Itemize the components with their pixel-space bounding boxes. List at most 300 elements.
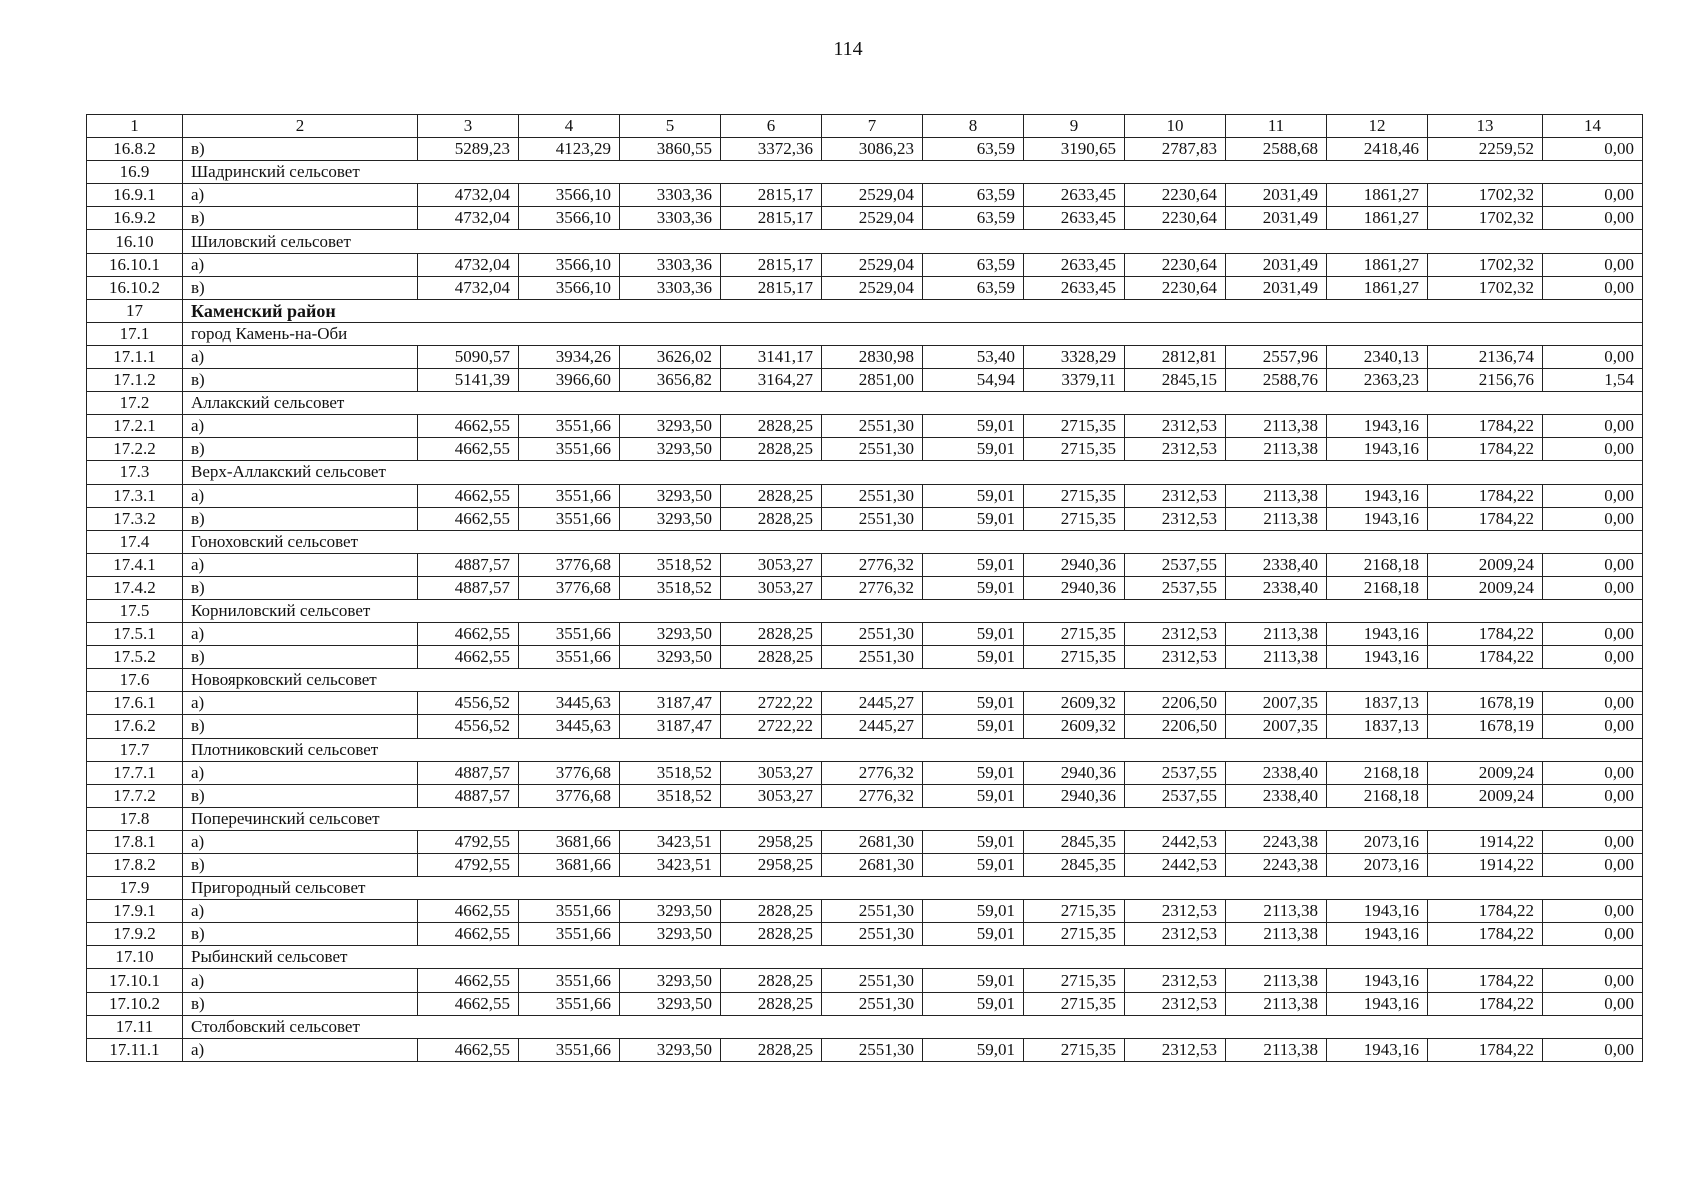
value-cell: 2815,17 bbox=[721, 276, 822, 299]
row-number-cell: 16.9.2 bbox=[87, 207, 183, 230]
value-cell: 2828,25 bbox=[721, 992, 822, 1015]
value-cell: 2230,64 bbox=[1125, 184, 1226, 207]
value-cell: 2312,53 bbox=[1125, 507, 1226, 530]
settlement-name: Шадринский сельсовет bbox=[183, 161, 1643, 184]
value-cell: 2715,35 bbox=[1024, 484, 1125, 507]
value-cell: 3328,29 bbox=[1024, 345, 1125, 368]
value-cell: 2136,74 bbox=[1428, 345, 1543, 368]
value-cell: 2537,55 bbox=[1125, 761, 1226, 784]
row-number-cell: 17.5 bbox=[87, 599, 183, 622]
value-cell: 2113,38 bbox=[1226, 438, 1327, 461]
value-cell: 1784,22 bbox=[1428, 415, 1543, 438]
row-label-cell: а) bbox=[183, 969, 418, 992]
value-cell: 2009,24 bbox=[1428, 761, 1543, 784]
value-cell: 3551,66 bbox=[519, 623, 620, 646]
value-cell: 2851,00 bbox=[822, 369, 923, 392]
row-number-cell: 17.2.2 bbox=[87, 438, 183, 461]
row-label-cell: в) bbox=[183, 784, 418, 807]
value-cell: 2715,35 bbox=[1024, 992, 1125, 1015]
value-cell: 1914,22 bbox=[1428, 830, 1543, 853]
column-number-cell: 8 bbox=[923, 115, 1024, 138]
value-cell: 3293,50 bbox=[620, 1038, 721, 1061]
value-cell: 0,00 bbox=[1543, 484, 1643, 507]
value-cell: 2715,35 bbox=[1024, 646, 1125, 669]
district-row bbox=[87, 299, 1643, 322]
value-cell: 4887,57 bbox=[418, 576, 519, 599]
value-cell: 1784,22 bbox=[1428, 1038, 1543, 1061]
value-cell: 2113,38 bbox=[1226, 992, 1327, 1015]
value-cell: 1702,32 bbox=[1428, 207, 1543, 230]
value-cell: 3681,66 bbox=[519, 830, 620, 853]
row-number-cell: 17.2.1 bbox=[87, 415, 183, 438]
row-number-cell: 17.1.1 bbox=[87, 345, 183, 368]
table-row bbox=[87, 484, 1643, 507]
value-cell: 1,54 bbox=[1543, 369, 1643, 392]
table-row bbox=[87, 830, 1643, 853]
row-number-cell: 17.9 bbox=[87, 877, 183, 900]
settlement-name: Пригородный сельсовет bbox=[183, 877, 1643, 900]
value-cell: 2113,38 bbox=[1226, 646, 1327, 669]
column-number-cell: 10 bbox=[1125, 115, 1226, 138]
column-number-row bbox=[87, 115, 1643, 138]
value-cell: 59,01 bbox=[923, 623, 1024, 646]
value-cell: 2776,32 bbox=[822, 576, 923, 599]
value-cell: 4662,55 bbox=[418, 646, 519, 669]
value-cell: 3860,55 bbox=[620, 138, 721, 161]
value-cell: 5289,23 bbox=[418, 138, 519, 161]
value-cell: 1861,27 bbox=[1327, 276, 1428, 299]
value-cell: 1784,22 bbox=[1428, 438, 1543, 461]
value-cell: 2113,38 bbox=[1226, 415, 1327, 438]
value-cell: 3681,66 bbox=[519, 854, 620, 877]
value-cell: 2243,38 bbox=[1226, 830, 1327, 853]
row-number-cell: 17.7.2 bbox=[87, 784, 183, 807]
table-row bbox=[87, 1038, 1643, 1061]
value-cell: 4662,55 bbox=[418, 1038, 519, 1061]
value-cell: 2113,38 bbox=[1226, 507, 1327, 530]
value-cell: 59,01 bbox=[923, 830, 1024, 853]
value-cell: 59,01 bbox=[923, 1038, 1024, 1061]
value-cell: 2113,38 bbox=[1226, 923, 1327, 946]
value-cell: 2113,38 bbox=[1226, 900, 1327, 923]
row-number-cell: 17.11.1 bbox=[87, 1038, 183, 1061]
value-cell: 0,00 bbox=[1543, 623, 1643, 646]
settlement-name: город Камень-на-Оби bbox=[183, 322, 1643, 345]
row-number-cell: 17.8.2 bbox=[87, 854, 183, 877]
value-cell: 3626,02 bbox=[620, 345, 721, 368]
value-cell: 2009,24 bbox=[1428, 576, 1543, 599]
row-label-cell: а) bbox=[183, 253, 418, 276]
value-cell: 1943,16 bbox=[1327, 646, 1428, 669]
settlement-row bbox=[87, 877, 1643, 900]
column-number-cell: 9 bbox=[1024, 115, 1125, 138]
value-cell: 2418,46 bbox=[1327, 138, 1428, 161]
value-cell: 1784,22 bbox=[1428, 923, 1543, 946]
value-cell: 3551,66 bbox=[519, 484, 620, 507]
row-number-cell: 17.6 bbox=[87, 669, 183, 692]
value-cell: 2551,30 bbox=[822, 992, 923, 1015]
value-cell: 2529,04 bbox=[822, 184, 923, 207]
value-cell: 2338,40 bbox=[1226, 761, 1327, 784]
value-cell: 4887,57 bbox=[418, 553, 519, 576]
value-cell: 2073,16 bbox=[1327, 854, 1428, 877]
value-cell: 2828,25 bbox=[721, 507, 822, 530]
value-cell: 2715,35 bbox=[1024, 415, 1125, 438]
value-cell: 0,00 bbox=[1543, 438, 1643, 461]
value-cell: 2715,35 bbox=[1024, 969, 1125, 992]
settlement-row bbox=[87, 230, 1643, 253]
value-cell: 2230,64 bbox=[1125, 253, 1226, 276]
value-cell: 4662,55 bbox=[418, 438, 519, 461]
value-cell: 2815,17 bbox=[721, 184, 822, 207]
value-cell: 3293,50 bbox=[620, 900, 721, 923]
value-cell: 3551,66 bbox=[519, 1038, 620, 1061]
value-cell: 3053,27 bbox=[721, 553, 822, 576]
value-cell: 2828,25 bbox=[721, 900, 822, 923]
value-cell: 2940,36 bbox=[1024, 576, 1125, 599]
value-cell: 2259,52 bbox=[1428, 138, 1543, 161]
row-label-cell: в) bbox=[183, 576, 418, 599]
value-cell: 4662,55 bbox=[418, 415, 519, 438]
value-cell: 2633,45 bbox=[1024, 253, 1125, 276]
settlement-row bbox=[87, 738, 1643, 761]
value-cell: 3656,82 bbox=[620, 369, 721, 392]
row-number-cell: 17.3.2 bbox=[87, 507, 183, 530]
value-cell: 2243,38 bbox=[1226, 854, 1327, 877]
value-cell: 3423,51 bbox=[620, 854, 721, 877]
value-cell: 4123,29 bbox=[519, 138, 620, 161]
value-cell: 59,01 bbox=[923, 415, 1024, 438]
value-cell: 3518,52 bbox=[620, 761, 721, 784]
table-row bbox=[87, 415, 1643, 438]
table-row bbox=[87, 969, 1643, 992]
value-cell: 1861,27 bbox=[1327, 253, 1428, 276]
value-cell: 1678,19 bbox=[1428, 692, 1543, 715]
value-cell: 1914,22 bbox=[1428, 854, 1543, 877]
value-cell: 59,01 bbox=[923, 553, 1024, 576]
value-cell: 4732,04 bbox=[418, 207, 519, 230]
value-cell: 3293,50 bbox=[620, 992, 721, 1015]
row-label-cell: в) bbox=[183, 507, 418, 530]
column-number-cell: 12 bbox=[1327, 115, 1428, 138]
value-cell: 3187,47 bbox=[620, 715, 721, 738]
row-label-cell: в) bbox=[183, 138, 418, 161]
value-cell: 0,00 bbox=[1543, 784, 1643, 807]
value-cell: 0,00 bbox=[1543, 1038, 1643, 1061]
row-label-cell: а) bbox=[183, 184, 418, 207]
value-cell: 2828,25 bbox=[721, 623, 822, 646]
row-number-cell: 17.5.1 bbox=[87, 623, 183, 646]
value-cell: 3551,66 bbox=[519, 969, 620, 992]
value-cell: 2537,55 bbox=[1125, 784, 1226, 807]
value-cell: 2828,25 bbox=[721, 1038, 822, 1061]
value-cell: 2776,32 bbox=[822, 553, 923, 576]
value-cell: 3303,36 bbox=[620, 253, 721, 276]
value-cell: 59,01 bbox=[923, 715, 1024, 738]
row-number-cell: 17.10.1 bbox=[87, 969, 183, 992]
value-cell: 2031,49 bbox=[1226, 276, 1327, 299]
value-cell: 3551,66 bbox=[519, 507, 620, 530]
value-cell: 59,01 bbox=[923, 438, 1024, 461]
value-cell: 2633,45 bbox=[1024, 184, 1125, 207]
value-cell: 2445,27 bbox=[822, 692, 923, 715]
value-cell: 3551,66 bbox=[519, 438, 620, 461]
row-number-cell: 17.6.1 bbox=[87, 692, 183, 715]
value-cell: 3293,50 bbox=[620, 507, 721, 530]
value-cell: 2073,16 bbox=[1327, 830, 1428, 853]
row-label-cell: а) bbox=[183, 692, 418, 715]
value-cell: 0,00 bbox=[1543, 830, 1643, 853]
row-number-cell: 16.10 bbox=[87, 230, 183, 253]
table-row bbox=[87, 923, 1643, 946]
row-number-cell: 17.11 bbox=[87, 1015, 183, 1038]
table-row bbox=[87, 992, 1643, 1015]
value-cell: 3053,27 bbox=[721, 761, 822, 784]
value-cell: 2168,18 bbox=[1327, 553, 1428, 576]
row-number-cell: 16.9 bbox=[87, 161, 183, 184]
settlement-row bbox=[87, 669, 1643, 692]
row-label-cell: а) bbox=[183, 345, 418, 368]
value-cell: 59,01 bbox=[923, 992, 1024, 1015]
value-cell: 2007,35 bbox=[1226, 692, 1327, 715]
value-cell: 1784,22 bbox=[1428, 992, 1543, 1015]
value-cell: 2338,40 bbox=[1226, 576, 1327, 599]
value-cell: 2031,49 bbox=[1226, 184, 1327, 207]
value-cell: 2787,83 bbox=[1125, 138, 1226, 161]
value-cell: 2031,49 bbox=[1226, 253, 1327, 276]
value-cell: 1702,32 bbox=[1428, 184, 1543, 207]
column-number-cell: 5 bbox=[620, 115, 721, 138]
value-cell: 2113,38 bbox=[1226, 623, 1327, 646]
table-row bbox=[87, 207, 1643, 230]
value-cell: 2715,35 bbox=[1024, 900, 1125, 923]
row-number-cell: 17 bbox=[87, 299, 183, 322]
table-row bbox=[87, 553, 1643, 576]
value-cell: 63,59 bbox=[923, 207, 1024, 230]
value-cell: 4662,55 bbox=[418, 484, 519, 507]
row-number-cell: 17.4.2 bbox=[87, 576, 183, 599]
value-cell: 2529,04 bbox=[822, 207, 923, 230]
row-number-cell: 17.2 bbox=[87, 392, 183, 415]
value-cell: 2338,40 bbox=[1226, 784, 1327, 807]
value-cell: 0,00 bbox=[1543, 138, 1643, 161]
value-cell: 1861,27 bbox=[1327, 184, 1428, 207]
value-cell: 2681,30 bbox=[822, 830, 923, 853]
value-cell: 2958,25 bbox=[721, 830, 822, 853]
value-cell: 0,00 bbox=[1543, 415, 1643, 438]
value-cell: 2722,22 bbox=[721, 715, 822, 738]
value-cell: 2940,36 bbox=[1024, 553, 1125, 576]
value-cell: 2442,53 bbox=[1125, 830, 1226, 853]
value-cell: 0,00 bbox=[1543, 576, 1643, 599]
settlement-name: Гоноховский сельсовет bbox=[183, 530, 1643, 553]
settlement-row bbox=[87, 161, 1643, 184]
value-cell: 1784,22 bbox=[1428, 900, 1543, 923]
page-number: 114 bbox=[833, 38, 863, 60]
column-number-cell: 3 bbox=[418, 115, 519, 138]
value-cell: 2113,38 bbox=[1226, 484, 1327, 507]
table-row bbox=[87, 854, 1643, 877]
value-cell: 1943,16 bbox=[1327, 1038, 1428, 1061]
value-cell: 1943,16 bbox=[1327, 507, 1428, 530]
value-cell: 1784,22 bbox=[1428, 484, 1543, 507]
table-row bbox=[87, 692, 1643, 715]
value-cell: 0,00 bbox=[1543, 345, 1643, 368]
value-cell: 2168,18 bbox=[1327, 576, 1428, 599]
value-cell: 4662,55 bbox=[418, 507, 519, 530]
value-cell: 2206,50 bbox=[1125, 715, 1226, 738]
value-cell: 2340,13 bbox=[1327, 345, 1428, 368]
settlement-name: Аллакский сельсовет bbox=[183, 392, 1643, 415]
value-cell: 4732,04 bbox=[418, 184, 519, 207]
value-cell: 3966,60 bbox=[519, 369, 620, 392]
row-label-cell: а) bbox=[183, 623, 418, 646]
row-label-cell: в) bbox=[183, 369, 418, 392]
value-cell: 1702,32 bbox=[1428, 253, 1543, 276]
value-cell: 2722,22 bbox=[721, 692, 822, 715]
value-cell: 59,01 bbox=[923, 761, 1024, 784]
row-label-cell: а) bbox=[183, 415, 418, 438]
settlement-name: Шиловский сельсовет bbox=[183, 230, 1643, 253]
value-cell: 3566,10 bbox=[519, 207, 620, 230]
settlement-row bbox=[87, 599, 1643, 622]
value-cell: 2828,25 bbox=[721, 923, 822, 946]
value-cell: 59,01 bbox=[923, 969, 1024, 992]
value-cell: 1837,13 bbox=[1327, 715, 1428, 738]
value-cell: 3776,68 bbox=[519, 576, 620, 599]
value-cell: 2007,35 bbox=[1226, 715, 1327, 738]
value-cell: 63,59 bbox=[923, 253, 1024, 276]
value-cell: 1943,16 bbox=[1327, 438, 1428, 461]
value-cell: 3086,23 bbox=[822, 138, 923, 161]
table-row bbox=[87, 507, 1643, 530]
value-cell: 1837,13 bbox=[1327, 692, 1428, 715]
value-cell: 2551,30 bbox=[822, 900, 923, 923]
value-cell: 1784,22 bbox=[1428, 646, 1543, 669]
value-cell: 0,00 bbox=[1543, 207, 1643, 230]
value-cell: 2312,53 bbox=[1125, 623, 1226, 646]
value-cell: 3141,17 bbox=[721, 345, 822, 368]
row-label-cell: в) bbox=[183, 854, 418, 877]
value-cell: 59,01 bbox=[923, 484, 1024, 507]
value-cell: 3293,50 bbox=[620, 415, 721, 438]
value-cell: 2009,24 bbox=[1428, 784, 1543, 807]
table-row bbox=[87, 900, 1643, 923]
table-row bbox=[87, 438, 1643, 461]
value-cell: 2551,30 bbox=[822, 1038, 923, 1061]
value-cell: 2537,55 bbox=[1125, 553, 1226, 576]
value-cell: 3566,10 bbox=[519, 253, 620, 276]
row-label-cell: а) bbox=[183, 1038, 418, 1061]
value-cell: 2168,18 bbox=[1327, 761, 1428, 784]
value-cell: 2815,17 bbox=[721, 207, 822, 230]
value-cell: 2551,30 bbox=[822, 438, 923, 461]
row-number-cell: 16.9.1 bbox=[87, 184, 183, 207]
value-cell: 0,00 bbox=[1543, 854, 1643, 877]
value-cell: 0,00 bbox=[1543, 761, 1643, 784]
row-number-cell: 17.5.2 bbox=[87, 646, 183, 669]
value-cell: 59,01 bbox=[923, 784, 1024, 807]
value-cell: 3551,66 bbox=[519, 900, 620, 923]
value-cell: 2715,35 bbox=[1024, 507, 1125, 530]
value-cell: 2312,53 bbox=[1125, 923, 1226, 946]
value-cell: 3190,65 bbox=[1024, 138, 1125, 161]
value-cell: 2845,35 bbox=[1024, 830, 1125, 853]
value-cell: 2815,17 bbox=[721, 253, 822, 276]
value-cell: 2031,49 bbox=[1226, 207, 1327, 230]
value-cell: 2828,25 bbox=[721, 969, 822, 992]
value-cell: 1943,16 bbox=[1327, 415, 1428, 438]
row-label-cell: в) bbox=[183, 276, 418, 299]
value-cell: 3303,36 bbox=[620, 184, 721, 207]
value-cell: 2312,53 bbox=[1125, 484, 1226, 507]
value-cell: 4556,52 bbox=[418, 692, 519, 715]
table-row bbox=[87, 576, 1643, 599]
row-label-cell: в) bbox=[183, 438, 418, 461]
value-cell: 2230,64 bbox=[1125, 276, 1226, 299]
value-cell: 59,01 bbox=[923, 692, 1024, 715]
value-cell: 1943,16 bbox=[1327, 923, 1428, 946]
value-cell: 2009,24 bbox=[1428, 553, 1543, 576]
row-number-cell: 17.3.1 bbox=[87, 484, 183, 507]
value-cell: 3566,10 bbox=[519, 276, 620, 299]
row-number-cell: 17.9.2 bbox=[87, 923, 183, 946]
value-cell: 3518,52 bbox=[620, 553, 721, 576]
value-cell: 4662,55 bbox=[418, 969, 519, 992]
settlement-name: Плотниковский сельсовет bbox=[183, 738, 1643, 761]
value-cell: 3303,36 bbox=[620, 207, 721, 230]
value-cell: 2609,32 bbox=[1024, 692, 1125, 715]
row-label-cell: а) bbox=[183, 761, 418, 784]
row-number-cell: 17.7 bbox=[87, 738, 183, 761]
value-cell: 3303,36 bbox=[620, 276, 721, 299]
table-row bbox=[87, 761, 1643, 784]
column-number-cell: 11 bbox=[1226, 115, 1327, 138]
value-cell: 2940,36 bbox=[1024, 761, 1125, 784]
value-cell: 2828,25 bbox=[721, 415, 822, 438]
value-cell: 1943,16 bbox=[1327, 969, 1428, 992]
value-cell: 2537,55 bbox=[1125, 576, 1226, 599]
table-row bbox=[87, 345, 1643, 368]
value-cell: 2551,30 bbox=[822, 484, 923, 507]
row-number-cell: 16.10.2 bbox=[87, 276, 183, 299]
value-cell: 3053,27 bbox=[721, 784, 822, 807]
row-number-cell: 17.1.2 bbox=[87, 369, 183, 392]
value-cell: 2830,98 bbox=[822, 345, 923, 368]
value-cell: 2363,23 bbox=[1327, 369, 1428, 392]
value-cell: 4662,55 bbox=[418, 923, 519, 946]
value-cell: 4662,55 bbox=[418, 623, 519, 646]
row-number-cell: 17.10 bbox=[87, 946, 183, 969]
row-number-cell: 17.8.1 bbox=[87, 830, 183, 853]
value-cell: 2113,38 bbox=[1226, 1038, 1327, 1061]
value-cell: 1678,19 bbox=[1428, 715, 1543, 738]
value-cell: 2633,45 bbox=[1024, 207, 1125, 230]
table-row bbox=[87, 784, 1643, 807]
row-number-cell: 17.9.1 bbox=[87, 900, 183, 923]
column-number-cell: 2 bbox=[183, 115, 418, 138]
value-cell: 2940,36 bbox=[1024, 784, 1125, 807]
value-cell: 3551,66 bbox=[519, 646, 620, 669]
value-cell: 2312,53 bbox=[1125, 438, 1226, 461]
row-label-cell: в) bbox=[183, 923, 418, 946]
value-cell: 1702,32 bbox=[1428, 276, 1543, 299]
row-number-cell: 17.1 bbox=[87, 322, 183, 345]
row-label-cell: а) bbox=[183, 484, 418, 507]
row-label-cell: в) bbox=[183, 207, 418, 230]
value-cell: 0,00 bbox=[1543, 900, 1643, 923]
value-cell: 3551,66 bbox=[519, 415, 620, 438]
